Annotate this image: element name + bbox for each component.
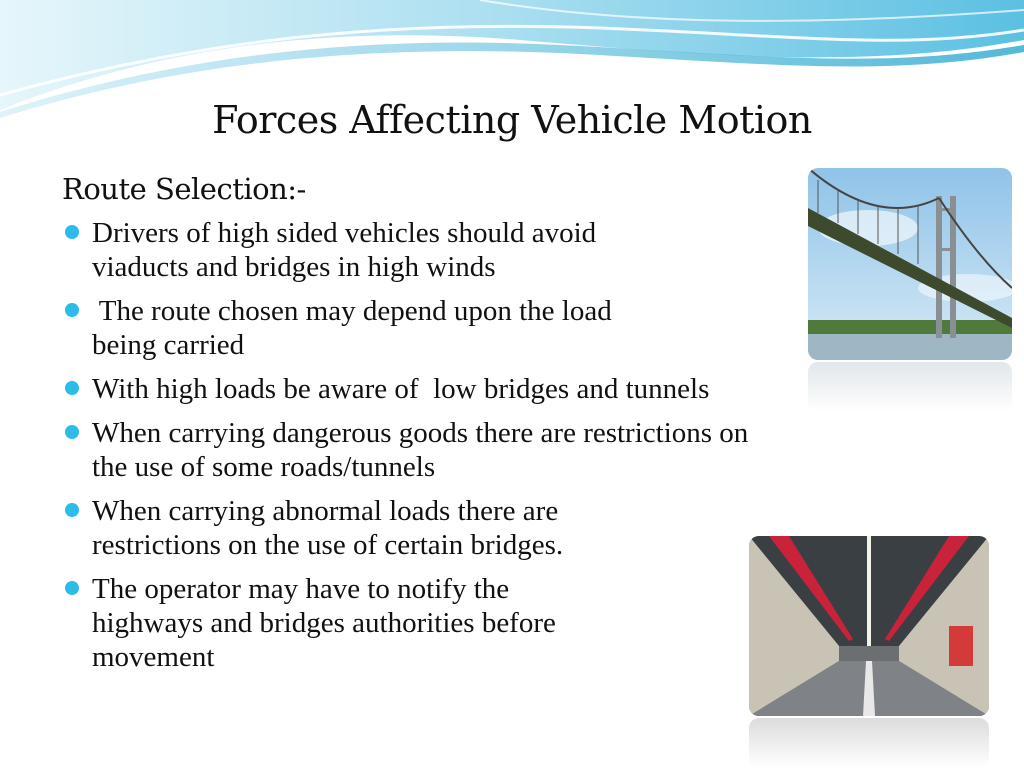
bullet-text-line: The route chosen may depend upon the load [92, 295, 612, 327]
bullet-item [62, 416, 982, 484]
bullet-text-line: Drivers of high sided vehicles should avoid [92, 217, 597, 249]
bullet-text-line: being carried [92, 329, 245, 361]
slide-title: Forces Affecting Vehicle Motion [212, 98, 812, 142]
bullet-text-line: the use of some roads/tunnels [92, 451, 436, 483]
bullet-text-line: viaducts and bridges in high winds [92, 251, 496, 283]
tunnel-image-reflection [749, 718, 989, 768]
bullet-text-line: When carrying abnormal loads there are [92, 495, 559, 527]
section-heading: Route Selection:- [62, 172, 306, 206]
bullet-text-line: restrictions on the use of certain bridges. [92, 529, 564, 561]
bullet-text-line: movement [92, 641, 215, 673]
bullet-dot-icon [65, 581, 79, 595]
bullet-dot-icon [65, 303, 79, 317]
bullet-dot-icon [65, 425, 79, 439]
bullet-text-line: The operator may have to notify the [92, 573, 510, 605]
suspension-bridge-image [808, 168, 1012, 360]
bullet-dot-icon [65, 503, 79, 517]
bullet-text-line: When carrying dangerous goods there are restrictions on [92, 417, 749, 449]
bullet-dot-icon [65, 225, 79, 239]
bullet-text-line: With high loads be aware of low bridges and tunnels [92, 373, 710, 405]
road-tunnel-image [749, 536, 989, 716]
bridge-image-reflection [808, 362, 1012, 412]
bullet-dot-icon [65, 381, 79, 395]
bullet-text-line: highways and bridges authorities before [92, 607, 556, 639]
